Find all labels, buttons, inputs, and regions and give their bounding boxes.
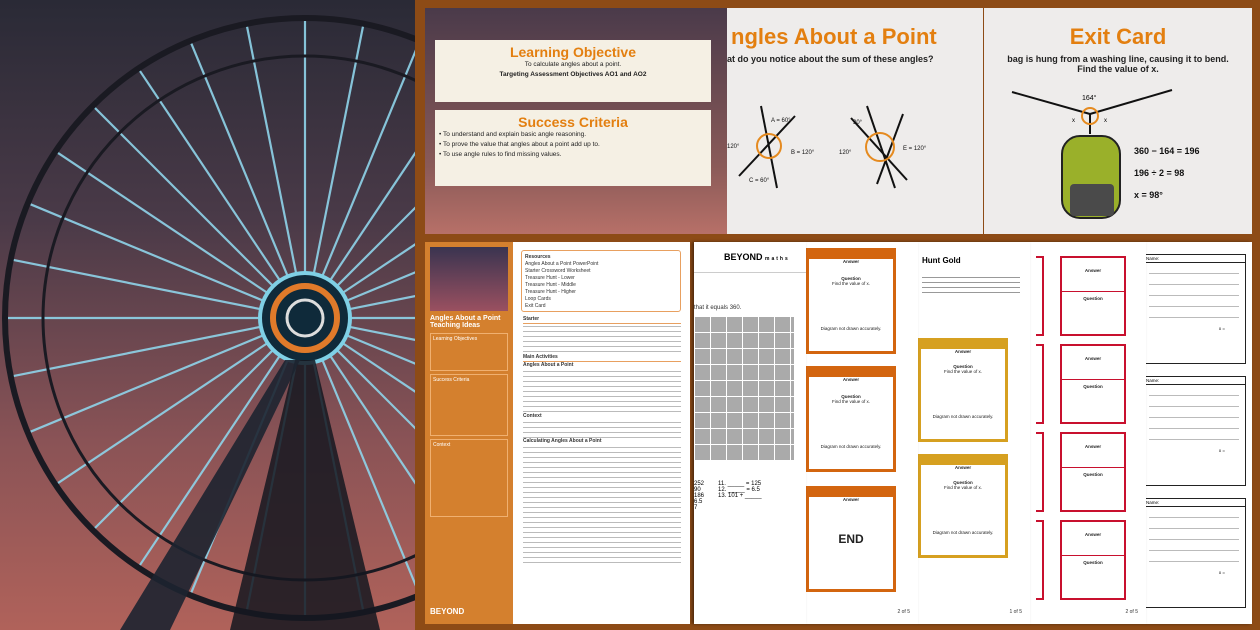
exit-question: bag is hung from a washing line, causing it to bend. bbox=[1007, 54, 1229, 64]
loop-card-edge bbox=[1036, 520, 1044, 600]
worksheet-page bbox=[694, 242, 806, 624]
objective-box bbox=[435, 40, 711, 102]
brand: BEYOND maths bbox=[724, 252, 790, 262]
slide-title: Exit Card bbox=[1069, 24, 1167, 49]
loop-card: Answer Question bbox=[1060, 256, 1126, 336]
exit-card-sheet bbox=[1146, 242, 1252, 624]
sidebar-criteria: Success Criteria bbox=[430, 374, 508, 436]
slide-angles-about-a-point bbox=[727, 8, 983, 234]
criteria-title: Success Criteria bbox=[518, 114, 628, 130]
sidebar-objectives: Learning Objectives bbox=[430, 333, 508, 371]
svg-text:C = 60°: C = 60° bbox=[749, 178, 770, 184]
svg-text:360 − 164 = 196: 360 − 164 = 196 bbox=[1134, 146, 1200, 156]
teaching-sidebar bbox=[425, 242, 513, 624]
slide-exit-card bbox=[984, 8, 1252, 234]
exit-card-box: Name: x = bbox=[1146, 376, 1246, 486]
treasure-card: Answer Question Find the value of x. Diagram not drawn accurately. bbox=[806, 366, 896, 472]
treasure-card: Answer Question Find the value of x. Diagram not drawn accurately. bbox=[806, 248, 896, 354]
ferris-wheel-photo bbox=[0, 0, 415, 630]
angle-diagrams bbox=[727, 84, 983, 234]
end-card: Answer END bbox=[806, 486, 896, 592]
criteria-item: • To use angle rules to find missing values. bbox=[439, 151, 562, 158]
loop-card-edge bbox=[1036, 256, 1044, 336]
svg-text:30°: 30° bbox=[853, 120, 863, 126]
svg-text:120°: 120° bbox=[727, 144, 740, 150]
criteria-item: • To prove the value that angles about a point add up to. bbox=[439, 141, 600, 148]
objective-ao: Targeting Assessment Objectives AO1 and AO2 bbox=[499, 71, 647, 78]
resources-box: Resources Angles About a Point PowerPoint Starter Crossword Worksheet Treasure Hunt - Lower Treasure Hunt - Middle Treasure Hunt - Higher Loop Cards Exit Card bbox=[521, 250, 681, 312]
svg-text:E = 120°: E = 120° bbox=[903, 146, 927, 152]
slide-question: at do you notice about the sum of these angles? bbox=[727, 54, 934, 64]
sidebar-context: Context bbox=[430, 439, 508, 517]
loop-card-edge bbox=[1036, 344, 1044, 424]
exit-card-box: Name: x = bbox=[1146, 498, 1246, 608]
loop-cards-page bbox=[1030, 242, 1146, 624]
svg-text:x = 98°: x = 98° bbox=[1134, 190, 1163, 200]
thumbnail-image bbox=[430, 247, 508, 311]
loop-card: Answer Question bbox=[1060, 520, 1126, 600]
treasure-hunt-gold-page bbox=[918, 242, 1030, 624]
svg-text:196 ÷ 2 = 98: 196 ÷ 2 = 98 bbox=[1134, 168, 1185, 178]
teaching-body: Starter Main Activities Angles About a Point Context Calculating Angles About a Point bbox=[523, 316, 681, 565]
loop-card-edge bbox=[1036, 432, 1044, 512]
objective-title: Learning Objective bbox=[509, 44, 637, 60]
svg-text:120°: 120° bbox=[839, 150, 852, 156]
instruction: that it equals 360. bbox=[694, 305, 742, 311]
backpack-diagram bbox=[984, 84, 1252, 234]
exit-card-box: Name: x = bbox=[1146, 254, 1246, 364]
svg-text:x: x bbox=[1104, 118, 1107, 124]
colouring-grid bbox=[694, 316, 794, 461]
exit-question-2: Find the value of x. bbox=[1077, 64, 1159, 74]
gold-card: Answer Question Find the value of x. Diagram not drawn accurately. bbox=[918, 454, 1008, 558]
objective-line: To calculate angles about a point. bbox=[524, 61, 622, 68]
loop-card: Answer Question bbox=[1060, 344, 1126, 424]
left-answers: 252 90 186 6.5 7 bbox=[694, 481, 705, 511]
loop-card: Answer Question bbox=[1060, 432, 1126, 512]
gold-title: Hunt Gold bbox=[922, 256, 961, 265]
svg-text:B = 120°: B = 120° bbox=[791, 150, 815, 156]
slide-learning-objective bbox=[425, 8, 727, 234]
teaching-ideas-page bbox=[425, 242, 690, 624]
beyond-logo: BEYOND bbox=[430, 607, 465, 616]
slide-title: ngles About a Point bbox=[731, 24, 937, 49]
page-number: 1 of 5 bbox=[1009, 609, 1022, 615]
answer-questions: 11. _____ = 125 12. _____ = 6.5 13. 101 + _____ bbox=[718, 481, 762, 499]
gold-card: Answer Question Find the value of x. Diagram not drawn accurately. bbox=[918, 338, 1008, 442]
page-number: 2 of 5 bbox=[1125, 609, 1138, 615]
treasure-hunt-page bbox=[806, 242, 918, 624]
criteria-box bbox=[435, 110, 711, 186]
svg-text:A = 60°: A = 60° bbox=[771, 118, 791, 124]
criteria-item: • To understand and explain basic angle reasoning. bbox=[439, 131, 587, 138]
sidebar-title: Angles About a Point Teaching Ideas bbox=[430, 315, 501, 329]
svg-text:x: x bbox=[1072, 118, 1075, 124]
page-number: 2 of 5 bbox=[897, 609, 910, 615]
svg-text:164°: 164° bbox=[1082, 95, 1097, 102]
